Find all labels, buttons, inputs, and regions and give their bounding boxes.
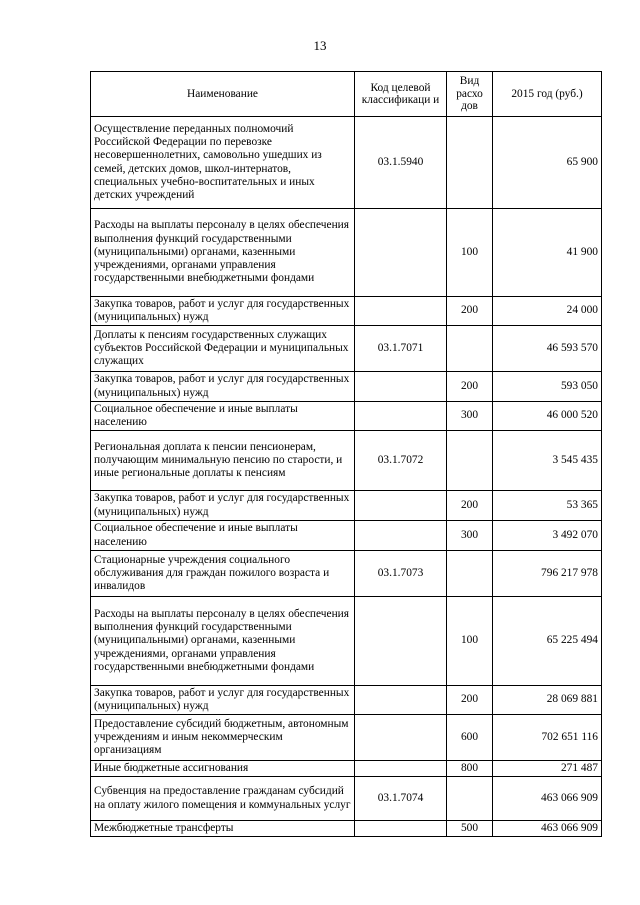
table-row [91, 402, 602, 431]
row-amount: 65 225 494 [493, 597, 602, 686]
row-amount: 28 069 881 [493, 686, 602, 715]
row-name: Закупка товаров, работ и услуг для государственных (муниципальных) нужд [91, 491, 355, 521]
row-amount: 41 900 [493, 209, 602, 297]
row-name: Социальное обеспечение и иные выплаты населению [91, 521, 355, 551]
row-amount: 702 651 116 [493, 715, 602, 761]
budget-table [90, 71, 602, 837]
row-name: Предоставление субсидий бюджетным, автономным учреждениям и иным некоммерческим организациям [91, 715, 355, 761]
column-header-kind: Вид расхо дов [447, 72, 493, 117]
row-name: Межбюджетные трансферты [91, 821, 355, 837]
row-kind: 800 [447, 761, 493, 777]
row-amount: 24 000 [493, 297, 602, 326]
row-kind [447, 117, 493, 209]
row-kind [447, 431, 493, 491]
row-code [355, 821, 447, 837]
table-row [91, 209, 602, 297]
row-code: 03.1.7073 [355, 551, 447, 597]
row-kind: 500 [447, 821, 493, 837]
row-kind: 600 [447, 715, 493, 761]
row-name: Закупка товаров, работ и услуг для государственных (муниципальных) нужд [91, 372, 355, 402]
row-kind: 200 [447, 686, 493, 715]
row-code [355, 521, 447, 551]
row-code: 03.1.5940 [355, 117, 447, 209]
row-code: 03.1.7071 [355, 326, 447, 372]
row-amount: 65 900 [493, 117, 602, 209]
row-code [355, 209, 447, 297]
row-amount: 796 217 978 [493, 551, 602, 597]
table-row [91, 777, 602, 821]
row-kind: 300 [447, 402, 493, 431]
row-name: Доплаты к пенсиям государственных служащих субъектов Российской Федерации и муниципальных служащих [91, 326, 355, 372]
row-kind: 200 [447, 297, 493, 326]
row-amount: 46 000 520 [493, 402, 602, 431]
row-kind: 100 [447, 209, 493, 297]
row-code [355, 402, 447, 431]
row-name: Региональная доплата к пенсии пенсионерам, получающим минимальную пенсию по старости, и иные региональные доплаты к пенсиям [91, 431, 355, 491]
row-name: Закупка товаров, работ и услуг для государственных (муниципальных) нужд [91, 686, 355, 715]
row-kind: 200 [447, 491, 493, 521]
row-kind [447, 326, 493, 372]
row-kind [447, 777, 493, 821]
table-row [91, 761, 602, 777]
row-amount: 463 066 909 [493, 777, 602, 821]
row-name: Социальное обеспечение и иные выплаты населению [91, 402, 355, 431]
row-code: 03.1.7074 [355, 777, 447, 821]
row-amount: 46 593 570 [493, 326, 602, 372]
table-row [91, 297, 602, 326]
table-row [91, 431, 602, 491]
row-kind: 200 [447, 372, 493, 402]
row-amount: 53 365 [493, 491, 602, 521]
table-row [91, 326, 602, 372]
row-amount: 3 545 435 [493, 431, 602, 491]
column-header-amount: 2015 год (руб.) [493, 72, 602, 117]
row-name: Расходы на выплаты персоналу в целях обеспечения выполнения функций государственными (муниципальными) органами, казенными учреждениями, органами управления государственными внебюджетными фондами [91, 597, 355, 686]
row-name: Иные бюджетные ассигнования [91, 761, 355, 777]
table-row [91, 117, 602, 209]
row-code [355, 715, 447, 761]
row-name: Стационарные учреждения социального обслуживания для граждан пожилого возраста и инвалидов [91, 551, 355, 597]
table-row [91, 686, 602, 715]
table-row [91, 372, 602, 402]
row-kind: 300 [447, 521, 493, 551]
column-header-code: Код целевой классификаци и [355, 72, 447, 117]
row-name: Осуществление переданных полномочий Российской Федерации по перевозке несовершеннолетних, самовольно ушедших из семей, детских домов, школ-интернатов, специальных учебно-воспитательных и иных детских учреждений [91, 117, 355, 209]
row-code [355, 372, 447, 402]
table-row [91, 521, 602, 551]
row-amount: 463 066 909 [493, 821, 602, 837]
row-amount: 3 492 070 [493, 521, 602, 551]
row-amount: 271 487 [493, 761, 602, 777]
column-header-name: Наименование [91, 72, 355, 117]
row-amount: 593 050 [493, 372, 602, 402]
table-row [91, 491, 602, 521]
page-number: 13 [313, 38, 327, 53]
table-row [91, 821, 602, 837]
row-kind [447, 551, 493, 597]
table-row [91, 597, 602, 686]
row-kind: 100 [447, 597, 493, 686]
row-code [355, 761, 447, 777]
table-header-row [91, 72, 602, 117]
table-row [91, 715, 602, 761]
row-code [355, 686, 447, 715]
row-name: Закупка товаров, работ и услуг для государственных (муниципальных) нужд [91, 297, 355, 326]
row-code [355, 297, 447, 326]
row-code: 03.1.7072 [355, 431, 447, 491]
row-name: Расходы на выплаты персоналу в целях обеспечения выполнения функций государственными (муниципальными) органами, казенными учреждениями, органами управления государственными внебюджетными фондами [91, 209, 355, 297]
table-row [91, 551, 602, 597]
row-name: Субвенция на предоставление гражданам субсидий на оплату жилого помещения и коммунальных услуг [91, 777, 355, 821]
row-code [355, 597, 447, 686]
row-code [355, 491, 447, 521]
